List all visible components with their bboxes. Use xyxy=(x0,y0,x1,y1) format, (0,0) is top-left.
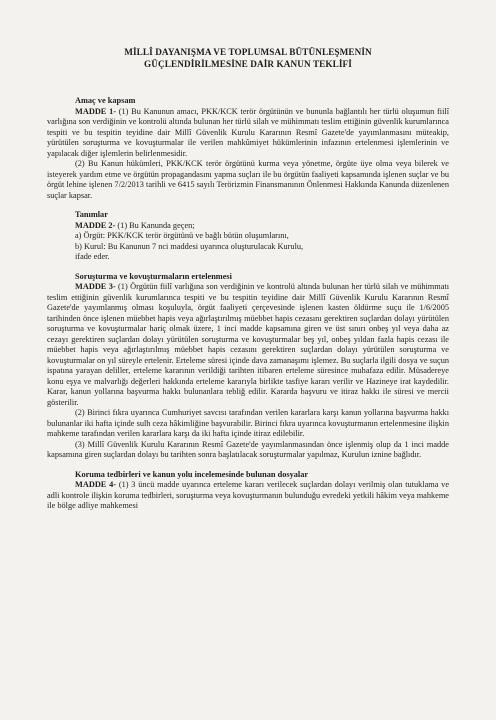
section-heading: Koruma tedbirleri ve kanun yolu incelemesinde bulunan dosyalar xyxy=(75,469,309,479)
paragraph-end: ifade eder. xyxy=(75,252,110,261)
section-madde-4 xyxy=(47,470,449,512)
article-label: MADDE 4- xyxy=(75,480,117,489)
paragraph: (2) Bu Kanun hükümleri, PKK/KCK terör örgütünü kurma veya yönetme, örgüte üye olma veya bilerek ve isteyerek yardım etme ve örgütün propagandasını yapma suçları ile bu örgütün faaliyeti kapsamında işlenen suçlar ve bu örgüt lehine işlenen 7/2/2013 tarihli ve 6415 sayılı Terörizmin Finansmanının Önlenmesi Hakkında Kanunda düzenlenen suçlar kapsar. xyxy=(47,159,449,200)
paragraph: (2) Birinci fıkra uyarınca Cumhuriyet savcısı tarafından verilen kararlara karşı kanun yollarına başvurma hakkı bulunanlar iki hafta içinde sulh ceza hâkimliğine başvurabilir. Birinci fıkra uyarınca kovuşturmanın ertelenmesine ilişkin mahkeme tarafından verilen kararlara karşı da iki hafta içinde itiraz edilebilir. xyxy=(47,408,449,438)
paragraph: (3) Millî Güvenlik Kurulu Kararının Resmî Gazete'de yayımlanmasından önce işlenmiş olup da 1 inci madde kapsamına giren suçlardan dolayı bu tarihten sonra başlatılacak soruşturmalar yapılmaz, Kurulun iznine bağlıdır. xyxy=(47,439,449,459)
article-label: MADDE 3- xyxy=(75,282,116,291)
definition-b: b) Kurul: Bu Kanunun 7 nci maddesi uyarınca oluşturulacak Kurulu, xyxy=(75,241,304,251)
article-label: MADDE 2- xyxy=(75,220,116,230)
definition-a: a) Örgüt: PKK/KCK terör örgütünü ve bağlı bütün oluşumlarını, xyxy=(75,231,289,240)
paragraph: MADDE 2- (1) Bu Kanunda geçen; xyxy=(75,220,195,230)
section-madde-2 xyxy=(47,210,449,263)
title-line-2: GÜÇLENDİRİLMESİNE DAİR KANUN TEKLİFİ xyxy=(144,59,352,69)
section-heading: Amaç ve kapsam xyxy=(75,96,136,105)
section-madde-1 xyxy=(47,96,449,201)
section-heading: Tanımlar xyxy=(75,210,108,219)
paragraph: MADDE 4- (1) 3 üncü madde uyarınca erteleme kararı verilecek suçlardan dolayı verilmiş olan tutuklama ve adli kontrole ilişkin koruma tedbirleri, soruşturma veya kovuşturmanın bulunduğu evredeki yetkili hâkim veya mahkeme ile bölge adliye mahkemesi xyxy=(47,480,450,510)
document-title xyxy=(47,46,449,70)
paragraph: MADDE 1- (1) Bu Kanunun amacı, PKK/KCK terör örgütünün ve bununla bağlantılı her türlü oluşumun fiilî varlığına son verdiğinin ve kontrolü altında bulunan her türlü silah ve mühimmatı teslim ettiğinin güvenlik kurumlarınca tespiti ve bu tespitin teyidine dair Millî Güvenlik Kurulu Kararının Resmî Gazete'de yayımlanmasını müteakip, yürütülen soruşturma ve kovuşturmalar ile verilen mahkûmiyet hükümlerinin infazının ertelenmesi işlemlerinin ve yapılacak diğer işlemlerin belirlenmesidir. xyxy=(47,106,449,158)
section-madde-3 xyxy=(47,272,449,461)
paragraph: MADDE 3- (1) Örgütün fiilî varlığına son verdiğinin ve kontrolü altında bulunan her türlü silah ve mühimmatı teslim ettiğinin güvenlik kurumlarınca tespiti ve bu tespitin teyidine dair Millî Güvenlik Kurulu Kararının Resmî Gazete'de yayımlanmış olması koşuluyla, örgüt faaliyeti çerçevesinde işlenen kasten öldürme suçu ile 1/6/2005 tarihinden önce işlenen müebbet hapis veya ağırlaştırılmış müebbet hapis cezasını gerektiren suçlardan dolayı yürütülen soruşturma ve kovuşturmalar hariç olmak üzere, 1 inci madde kapsamına giren ve üst sınırı onbeş yıl veya daha az cezayı gerektiren suçlardan dolayı yürütülen soruşturma ve kovuşturmalar beş yıl, onbeş yıldan fazla hapis cezası ile müebbet hapis veya ağırlaştırılmış müebbet hapis cezasını gerektiren suçlardan dolayı yürütülen soruşturma ve kovuşturmalar on yıl süreyle ertelenir. Erteleme süresi içinde dava zamanaşımı işlemez. Bu suçlarla ilgili dosya ve suçun ispatına yarayan deliller, erteleme kararının verildiği tarihten itibaren erteleme süresince muhafaza edilir. Müsadereye konu eşya ve malvarlığı değerleri hakkında erteleme kararıyla birlikte tasfiye kararı verilir ve Hazineye irat kaydedilir. Karar, kanun yollarına başvurma hakkı bulunanlara tebliğ edilir. Kararda başvuru ve itiraz hakkı ile süresi ve mercii gösterilir. xyxy=(47,282,449,407)
article-label: MADDE 1- xyxy=(75,106,116,116)
title-line-1: MİLLÎ DAYANIŞMA VE TOPLUMSAL BÜTÜNLEŞMENİN xyxy=(124,47,372,57)
section-heading: Soruşturma ve kovuşturmaların ertelenmesi xyxy=(75,271,232,281)
